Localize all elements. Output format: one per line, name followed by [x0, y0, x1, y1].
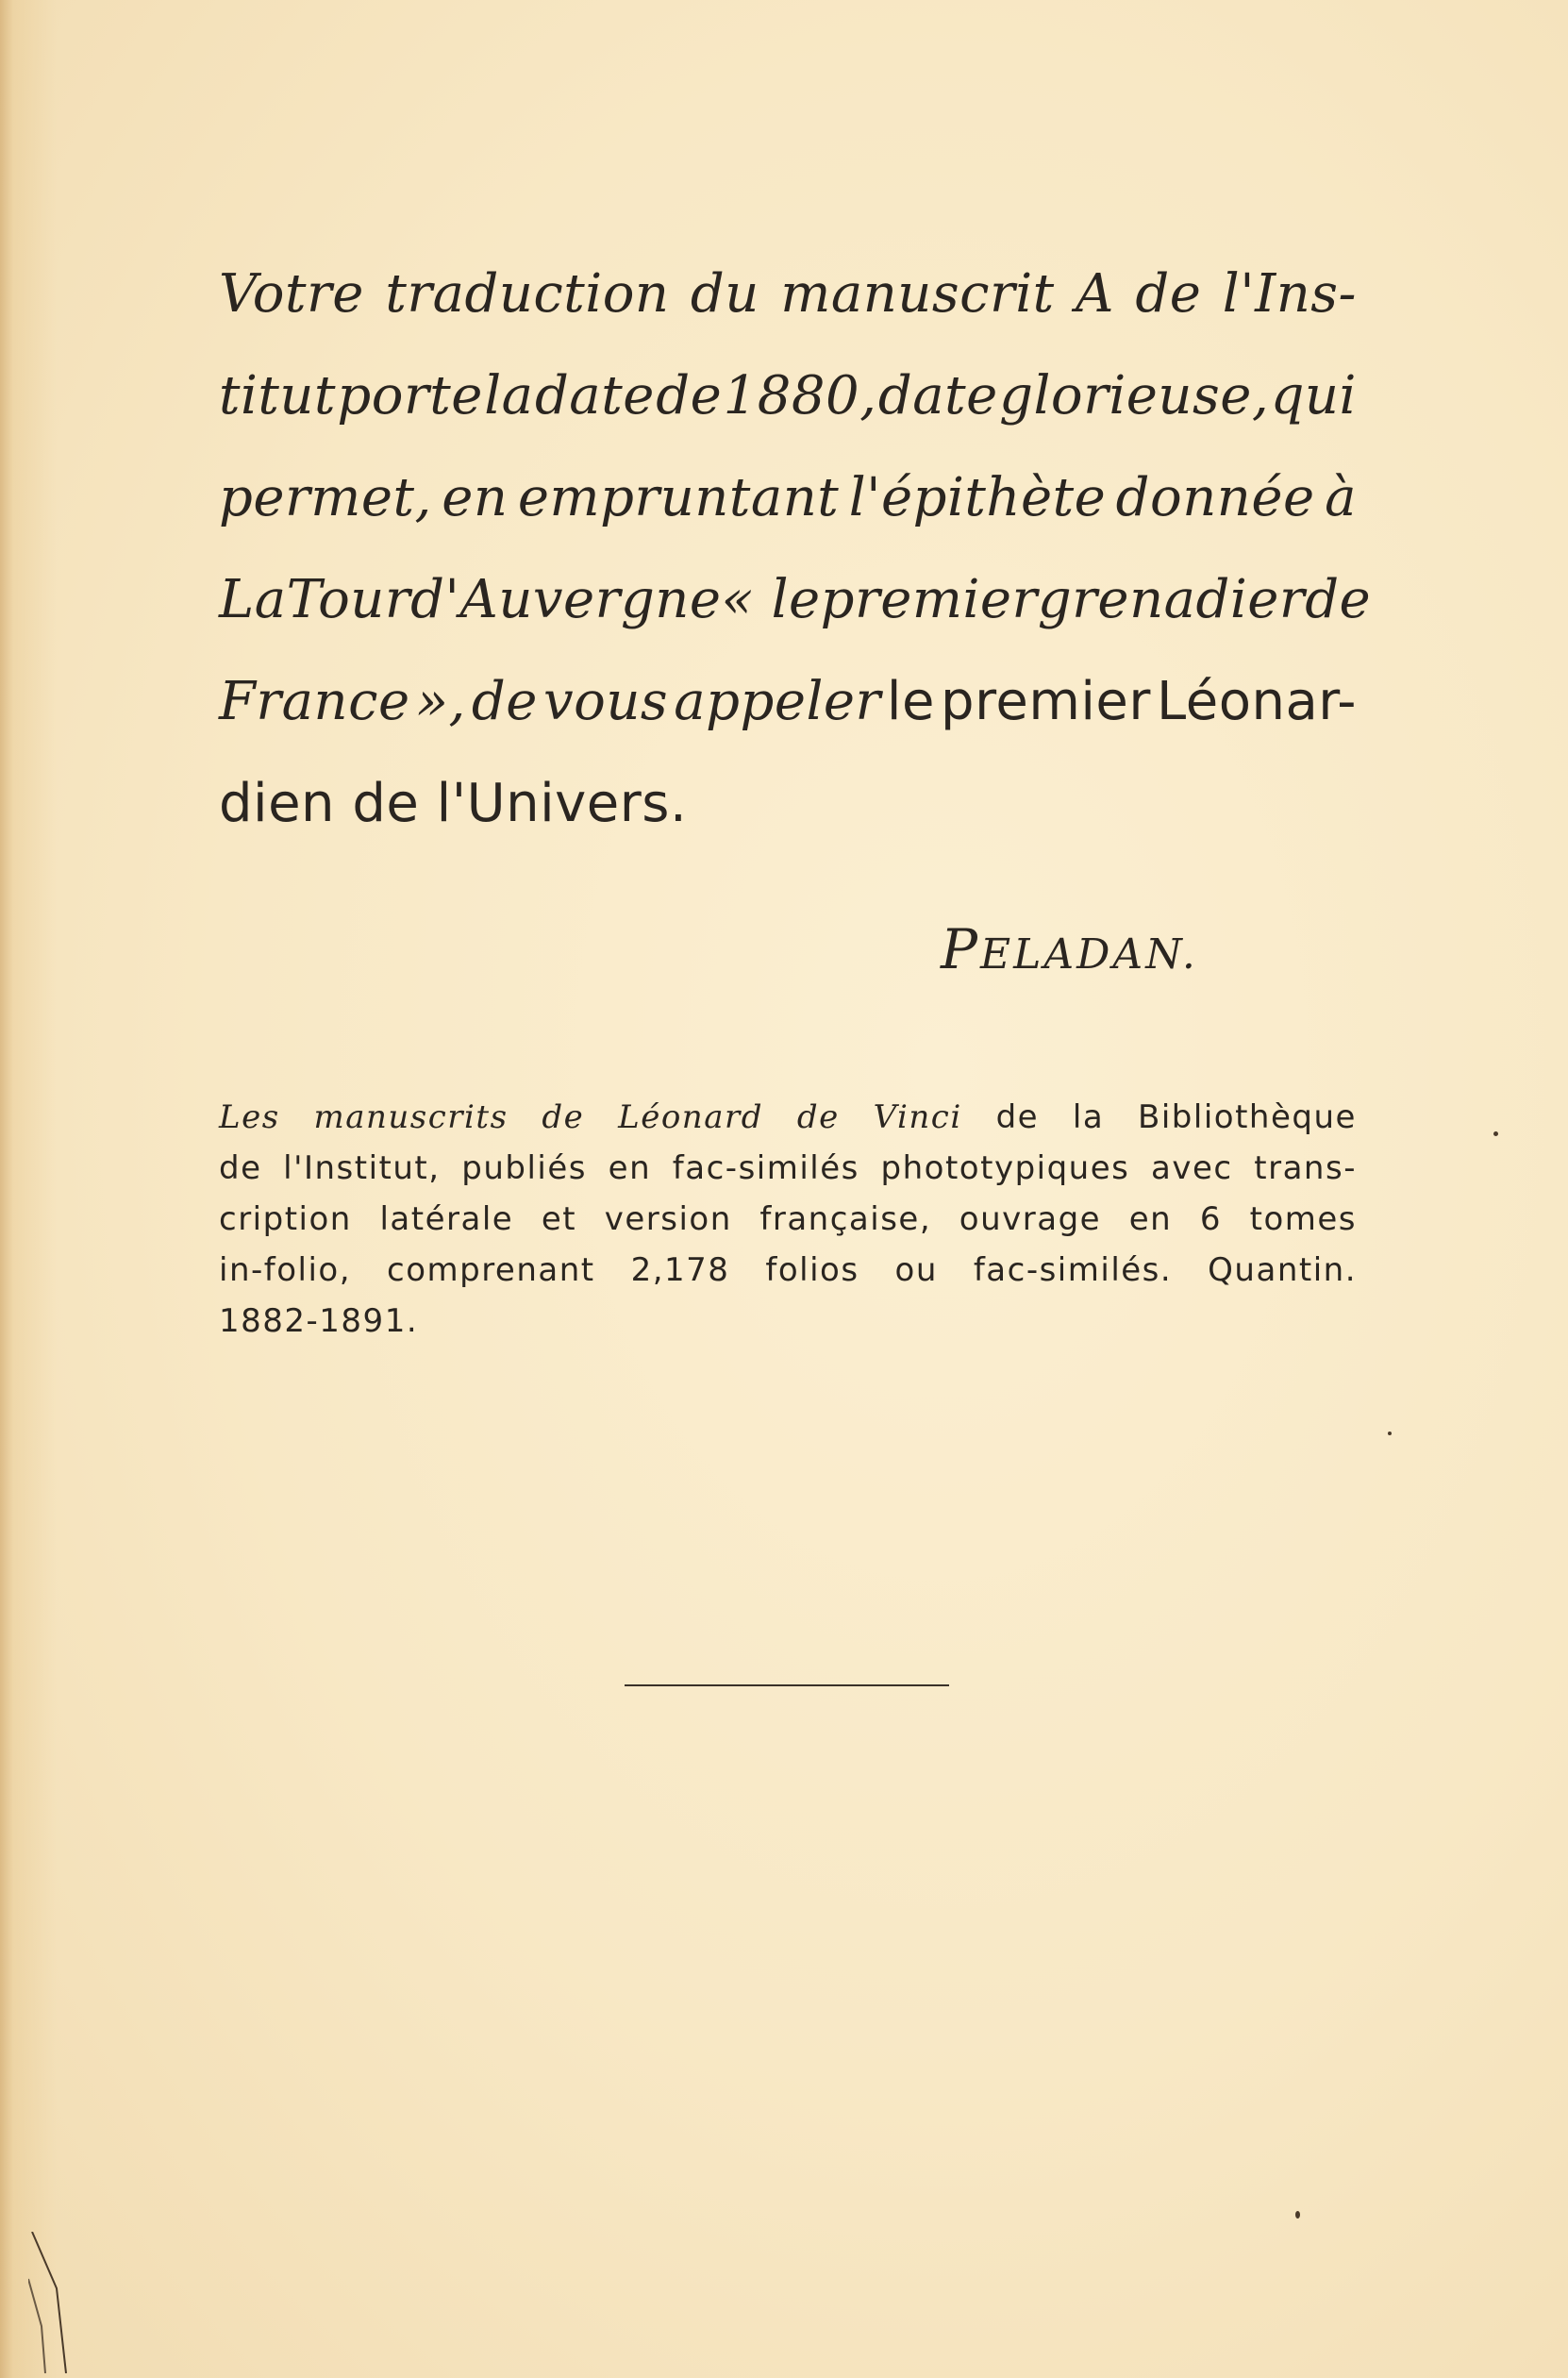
- quote-word: date: [534, 365, 655, 427]
- note-word: de: [796, 1098, 840, 1136]
- quote-word: traduction: [385, 263, 670, 325]
- quote-word: d'Auvergne: [410, 569, 722, 630]
- note-word: cription: [219, 1200, 352, 1238]
- quote-word: premier: [941, 671, 1151, 732]
- quote-line-6: dien de l'Univers.: [219, 773, 688, 834]
- note-word: et: [541, 1200, 577, 1238]
- note-word: en: [608, 1149, 652, 1187]
- quote-line-3: [219, 467, 1357, 574]
- dedication-quote: [219, 263, 1372, 879]
- signature-initial: P: [941, 917, 981, 981]
- quote-line-5: [219, 671, 1357, 778]
- note-line-2: [219, 1149, 1357, 1200]
- quote-word: permet,: [219, 467, 432, 528]
- quote-line-2: [219, 365, 1357, 472]
- quote-word: manuscrit: [780, 263, 1055, 325]
- quote-word: La: [219, 569, 287, 630]
- quote-word: Léonar-: [1157, 671, 1357, 732]
- quote-word: porte: [337, 365, 483, 427]
- quote-word: qui: [1270, 365, 1357, 427]
- note-line-1: [219, 1098, 1357, 1149]
- quote-word: de: [656, 365, 723, 427]
- note-word: la: [1072, 1098, 1105, 1136]
- note-word: de: [995, 1098, 1040, 1136]
- quote-line-4: [219, 569, 1372, 676]
- quote-line-1: [219, 263, 1357, 370]
- note-word: Les: [219, 1098, 280, 1136]
- note-word: Vinci: [873, 1098, 962, 1136]
- note-word: latérale: [379, 1200, 514, 1238]
- bibliographic-note: [219, 1098, 1357, 1353]
- quote-word: »,: [415, 671, 466, 732]
- note-word: française,: [759, 1200, 932, 1238]
- signature-rest: ELADAN.: [980, 930, 1198, 979]
- note-word: version: [604, 1200, 732, 1238]
- note-word: Bibliothèque: [1138, 1098, 1357, 1136]
- quote-word: de: [1305, 569, 1372, 630]
- note-word: en: [1128, 1200, 1173, 1238]
- note-word: folios: [765, 1251, 859, 1289]
- note-word: Léonard: [618, 1098, 763, 1136]
- note-word: fac-similés: [672, 1149, 859, 1187]
- quote-word: vous: [542, 671, 669, 732]
- quote-word: Tour: [286, 569, 411, 630]
- note-word: de: [542, 1098, 585, 1136]
- note-word: 2,178: [630, 1251, 730, 1289]
- note-word: avec: [1151, 1149, 1233, 1187]
- quote-word: A: [1076, 263, 1114, 325]
- note-word: phototypiques: [880, 1149, 1130, 1187]
- paper-speck: [1493, 1131, 1498, 1136]
- note-word: ou: [894, 1251, 938, 1289]
- page-edge-tear: [28, 2232, 85, 2373]
- signature-peladan: [941, 917, 1198, 981]
- quote-word: la: [484, 365, 534, 427]
- quote-word: du: [690, 263, 759, 325]
- quote-word: « le: [721, 569, 821, 630]
- quote-word: titut: [219, 365, 336, 427]
- quote-word: empruntant: [517, 467, 840, 528]
- quote-word: Votre: [219, 263, 364, 325]
- note-line-5: 1882-1891.: [219, 1302, 419, 1340]
- note-word: Quantin.: [1208, 1251, 1357, 1289]
- paper-speck: [1295, 2211, 1300, 2219]
- quote-word: France: [219, 671, 410, 732]
- paper-speck: [1388, 1432, 1392, 1435]
- quote-word: de: [471, 671, 538, 732]
- quote-word: à: [1325, 467, 1357, 528]
- note-line-3: [219, 1200, 1357, 1251]
- note-word: de: [219, 1149, 262, 1187]
- quote-word: glorieuse,: [999, 365, 1270, 427]
- quote-word: premier: [820, 569, 1038, 630]
- note-word: 6: [1199, 1200, 1222, 1238]
- quote-word: le: [886, 671, 935, 732]
- quote-word: l'Ins-: [1222, 263, 1357, 325]
- quote-word: 1880,: [723, 365, 877, 427]
- note-word: in-folio,: [219, 1251, 352, 1289]
- horizontal-rule: [625, 1684, 949, 1686]
- note-word: ouvrage: [959, 1200, 1102, 1238]
- quote-word: l'épithète: [848, 467, 1107, 528]
- quote-word: appeler: [674, 671, 881, 732]
- quote-word: date: [877, 365, 998, 427]
- note-word: l'Institut,: [283, 1149, 441, 1187]
- quote-word: grenadier: [1037, 569, 1306, 630]
- quote-word: donnée: [1115, 467, 1315, 528]
- note-word: publiés: [461, 1149, 587, 1187]
- note-word: manuscrits: [313, 1098, 509, 1136]
- note-word: tomes: [1249, 1200, 1357, 1238]
- quote-word: de: [1135, 263, 1202, 325]
- note-line-4: [219, 1251, 1357, 1302]
- quote-word: en: [442, 467, 509, 528]
- note-word: fac-similés.: [973, 1251, 1173, 1289]
- note-word: comprenant: [387, 1251, 595, 1289]
- note-word: trans-: [1254, 1149, 1357, 1187]
